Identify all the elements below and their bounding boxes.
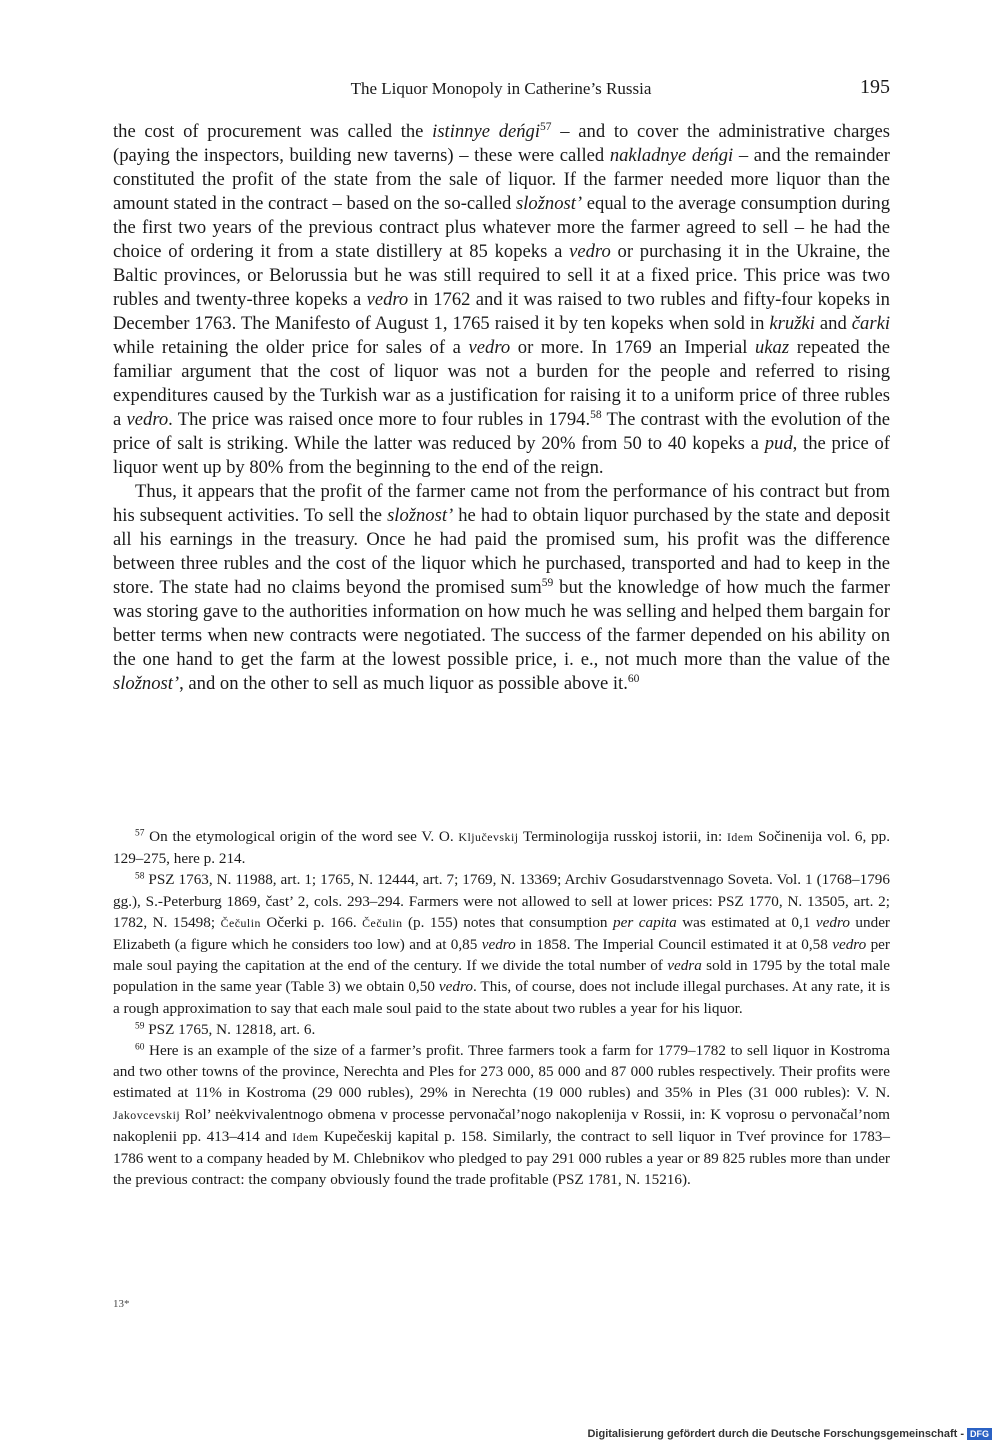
term-pud: pud (764, 433, 793, 454)
footnote-number: 58 (135, 871, 145, 882)
term-vedro: vedro (468, 337, 511, 358)
author-name: Idem (726, 830, 754, 844)
paragraph-2: Thus, it appears that the profit of the farmer came not from the performance of his contract but from his subsequent activities. To sell the složnost’ he had to obtain liquor purchased by the state and deposit all his earnings in the treasury. Once he had paid the promised sum, his profit was the difference between three rubles and the cost of the liquor which he purchased, transported and had to keep in the store. The state had no claims beyond the promised sum$^{59}$ but the knowledge of how much the farmer was storing gave to the authorities information on how much he was selling and helped them bargain for better terms when new contracts were negotiated. The success of the farmer depended on his ability on the one hand to get the farm at the lowest possible price, i. e., not much more than the value of the složnost’, and on the other to sell as much liquor as possible above it.$^{60}$ (113, 481, 890, 694)
footnote-59: $^{59}$ PSZ 1765, N. 12818, art. 6. (135, 1020, 316, 1038)
term-sloznost: složnost’ (387, 505, 454, 526)
funding-notice: Digitalisierung gefördert durch die Deutsche Forschungsgemeinschaft - (587, 1428, 964, 1440)
dfg-logo[interactable]: DFG (967, 1428, 992, 1440)
author-name: Jakovcevskij (113, 1107, 181, 1122)
digitization-footer (587, 1428, 992, 1440)
author-name: Idem (292, 1129, 319, 1144)
body-text (113, 120, 890, 696)
footnote-ref-58[interactable]: 58 (590, 409, 602, 422)
author-name: Ključevskij (458, 830, 519, 844)
author-name: Čečulin (220, 915, 261, 930)
page-number: 195 (860, 76, 890, 98)
footnote-58: $^{58}$ PSZ 1763, N. 11988, art. 1; 1765, N. 12444, art. 7; 1769, N. 13369; Archiv Gosudarstvennago Soveta. Vol. 1 (1768–1796 gg.), S.-Peterburg 1869, čast’ 2, cols. 293–294. Farmers were not allowed to sell at lower prices: PSZ 1770, N. 13505, art. 2; 1782, N. 15498; Čečulin Očerki p. 166. Čečulin (p. 155) notes that consumption per capita was estimated at 0,1 vedro under Elizabeth (a figure which he considers too low) and at 0,85 vedro in 1858. The Imperial Council estimated it at 0,58 vedro per male soul paying the capitation at the end of the century. If we divide the total number of vedra sold in 1795 by the total male population in the same year (Table 3) we obtain 0,50 vedro. This, of course, does not include illegal purchases. At any rate, it is a rough approximation to say that each male soul paid to the state about two rubles a year for his liquor. (113, 871, 891, 1017)
footnote-number: 59 (135, 1021, 145, 1032)
footnotes (113, 826, 890, 1190)
footnote-60: $^{60}$ Here is an example of the size of a farmer’s profit. Three farmers took a farm for 1779–1782 to sell liquor in Kostroma and two other towns of the province, Nerechta and Ples for 273 000, 85 000 and 87 000 rubles respectively. Their profits were estimated at 11% in Kostroma (29 000 rubles), 29% in Nerechta (19 000 rubles) and 35% in Ples (31 000 rubles): V. N. Jakovcevskij Rol’ neėkvivalentnogo obmena v processe pervonačal’nogo nakoplenija v Rossii, in: K voprosu o pervonačal’nom nakoplenii pp. 413–414 and Idem Kupečeskij kapital p. 158. Similarly, the contract to sell liquor in Tveŕ province for 1783–1786 went to a company headed by M. Chlebnikov who pledged to pay 291 000 rubles a year or 89 825 rubles more than under the previous contract: the company obviously found the trade profitable (PSZ 1781, N. 15216). (113, 1042, 890, 1189)
paragraph-1: the cost of procurement was called the istinnye deńgi$^{57}$ – and to cover the administrative charges (paying the inspectors, building new taverns) – these were called nakladnye deńgi – and the remainder constituted the profit of the state from the sale of liquor. If the farmer needed more liquor than the amount stated in the contract – based on the so-called složnost’ equal to the average consumption during the first two years of the previous contract plus whatever more the farmer agreed to sell – he had the choice of ordering it from a state distillery at 85 kopeks a vedro or purchasing it in the Ukraine, the Baltic provinces, or Belorussia but he was still required to sell it at a fixed price. This price was two rubles and twenty-three kopeks a vedro in 1762 and it was raised to two rubles and fifty-four kopeks in December 1763. The Manifesto of August 1, 1765 raised it by ten kopeks when sold in kružki and čarki while retaining the older price for sales of a vedro or more. In 1769 an Imperial ukaz repeated the familiar argument that the cost of liquor was not a burden for the people and referred to rising expenditures caused by the Turkish war as a justification for raising it to a uniform price of three rubles a vedro. The price was raised once more to four rubles in 1794.58 The contrast with the evolution of the price of salt is striking. While the latter was reduced by 20% from 50 to 40 kopeks a pud, the price of liquor went up by 80% from the beginning to the end of the reign. (113, 121, 890, 478)
term-sloznost: složnost’ (113, 673, 180, 694)
term-carki: čarki (851, 313, 890, 334)
term-kruzki: kružki (769, 313, 815, 334)
page-header (112, 76, 890, 106)
sheet-signature: 13* (113, 1298, 130, 1310)
author-name: Čečulin (362, 915, 403, 930)
footnote-57: $^{57}$ On the etymological origin of the word see V. O. Ključevskij Terminologija russkoj istorii, in: Idem Sočinenija vol. 6, pp. 129–275, here p. 214. (113, 828, 890, 868)
footnote-ref-57[interactable]: 57 (540, 121, 552, 134)
footnote-number: 60 (135, 1042, 145, 1053)
term-sloznost: složnost’ (515, 193, 583, 214)
footnote-ref-59[interactable]: 59 (541, 577, 554, 590)
term-vedro: vedro (366, 289, 409, 310)
footnote-number: 57 (135, 828, 145, 839)
term-nakladnye-dengi: nakladnye deńgi (609, 145, 734, 166)
term-ukaz: ukaz (755, 337, 790, 358)
term-istinnye-dengi: istinnye deńgi (432, 121, 541, 142)
running-title: The Liquor Monopoly in Catherine’s Russia (350, 79, 652, 98)
term-vedro: vedro (126, 409, 169, 430)
footnote-ref-60[interactable]: 60 (627, 673, 640, 686)
term-vedro: vedro (569, 241, 611, 262)
